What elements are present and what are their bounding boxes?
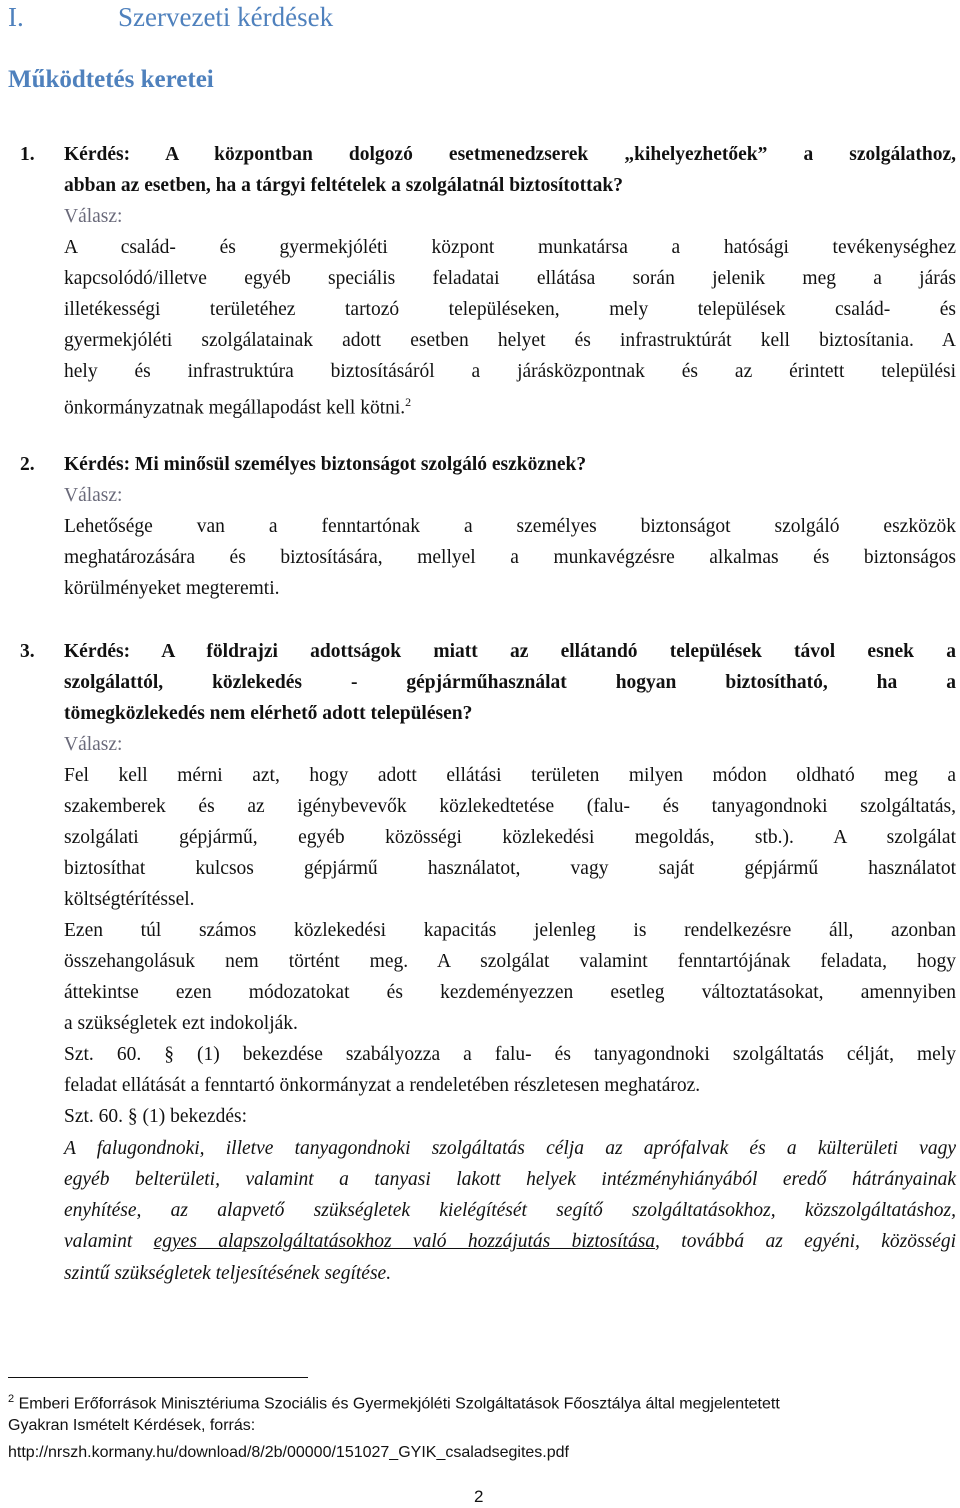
- quote-line-4-pre: valamint: [64, 1231, 154, 1252]
- page-number: 2: [474, 1487, 484, 1506]
- answer-2-label: Válasz:: [64, 485, 123, 506]
- question-2-line-1: Kérdés: Mi minősül személyes biztonságot szolgáló eszköznek?: [64, 454, 587, 475]
- answer-3-line-12: Szt. 60. § (1) bekezdés:: [64, 1106, 248, 1127]
- quote-line-5: szintű szükségletek teljesítésének segítése.: [64, 1263, 392, 1284]
- question-3-line-2: szolgálattól, közlekedés - gépjárműhasználat hogyan biztosítható, ha a: [64, 672, 956, 693]
- answer-3-line-10: Szt. 60. § (1) bekezdése szabályozza a falu- és tanyagondnoki szolgáltatás célját, mely: [64, 1044, 956, 1065]
- answer-3-line-2: szakemberek és az igénybevevők közlekedtetése (falu- és tanyagondnoki szolgáltatás,: [64, 796, 956, 817]
- answer-3-line-6: Ezen túl számos közlekedési kapacitás jelenleg is rendelkezésre áll, azonban: [64, 920, 956, 941]
- section-heading: [8, 2, 333, 33]
- answer-2-line-1: Lehetősége van a fenntartónak a személyes biztonságot szolgáló eszközök: [64, 516, 956, 537]
- answer-1-line-6: [64, 387, 411, 424]
- question-1-line-1: Kérdés: A központban dolgozó esetmenedzserek „kihelyezhetőek” a szolgálathoz,: [64, 144, 956, 165]
- answer-3-line-4: biztosíthat kulcsos gépjármű használatot, vagy saját gépjármű használatot: [64, 858, 956, 879]
- subsection-heading: Működtetés keretei: [8, 66, 214, 93]
- answer-1-line-5: hely és infrastruktúra biztosításáról a járásközpontnak és az érintett települési: [64, 361, 956, 382]
- answer-3-label: Válasz:: [64, 734, 123, 755]
- footnote-link[interactable]: http://nrszh.kormany.hu/download/8/2b/00000/151027_GYIK_csaladsegites.pdf: [8, 1444, 569, 1461]
- answer-1-line-1: A család- és gyermekjóléti központ munkatársa a hatósági tevékenységhez: [64, 237, 956, 258]
- quote-line-2: egyéb belterületi, valamint a tanyasi lakott helyek intézményhiányából eredő hátrányainak: [64, 1169, 956, 1190]
- answer-3-line-9: a szükségletek ezt indokolják.: [64, 1013, 298, 1034]
- section-title: Szervezeti kérdések: [118, 2, 334, 32]
- answer-1-label: Válasz:: [64, 206, 123, 227]
- answer-3-line-1: Fel kell mérni azt, hogy adott ellátási területen milyen módon oldható meg a: [64, 765, 956, 786]
- quote-underlined-phrase: egyes alapszolgáltatásokhoz való hozzájutás biztosítása: [153, 1231, 656, 1252]
- answer-2-line-2: meghatározására és biztosítására, mellyel a munkavégzésre alkalmas és biztonságos: [64, 547, 956, 568]
- answer-1-line-6-text: önkormányzatnak megállapodást kell kötni.: [64, 397, 406, 419]
- footnote-number: 2: [8, 1393, 15, 1405]
- question-1-number: 1.: [20, 144, 35, 165]
- footnote-reference[interactable]: 2: [405, 395, 412, 409]
- answer-3-line-7: összehangolásuk nem történt meg. A szolgálat valamint fenntartójának feladata, hogy: [64, 951, 956, 972]
- answer-3-line-8: áttekintse ezen módozatokat és kezdeményezzen esetleg változtatásokat, amennyiben: [64, 982, 956, 1003]
- footnote-separator: [8, 1377, 308, 1378]
- answer-1-line-4: gyermekjóléti szolgálatainak adott esetben helyet és infrastruktúrát kell biztosítania. A: [64, 330, 956, 351]
- quote-line-4: [64, 1226, 956, 1257]
- footnote-line-2: Gyakran Ismételt Kérdések, forrás:: [8, 1417, 256, 1434]
- answer-3-line-11: feladat ellátását a fenntartó önkormányzat a rendeletében részletesen meghatároz.: [64, 1075, 701, 1096]
- question-1-line-2: abban az esetben, ha a tárgyi feltételek a szolgálatnál biztosítottak?: [64, 175, 623, 196]
- quote-line-4-post: , továbbá az egyéni, közösségi: [655, 1231, 957, 1252]
- answer-1-line-3: illetékességi területéhez tartozó településeken, mely települések család- és: [64, 299, 956, 320]
- section-number: I.: [8, 2, 24, 32]
- answer-1-line-2: kapcsolódó/illetve egyéb speciális feladatai ellátása során jelenik meg a járás: [64, 268, 956, 289]
- answer-2-line-3: körülményeket megteremti.: [64, 578, 280, 599]
- question-3-line-3: tömegközlekedés nem elérhető adott településen?: [64, 703, 473, 724]
- question-3-number: 3.: [20, 641, 35, 662]
- footnote-text-1: Emberi Erőforrások Minisztériuma Szociális és Gyermekjóléti Szolgáltatások Főosztálya által megjelentetett: [18, 1395, 780, 1413]
- question-3-line-1: Kérdés: A földrajzi adottságok miatt az ellátandó települések távol esnek a: [64, 641, 956, 662]
- question-2-number: 2.: [20, 454, 35, 475]
- quote-line-1: A falugondnoki, illetve tanyagondnoki szolgáltatás célja az aprófalvak és a külterületi vagy: [64, 1138, 956, 1159]
- answer-3-line-5: költségtérítéssel.: [64, 889, 195, 910]
- quote-line-3: enyhítése, az alapvető szükségletek kielégítését segítő szolgáltatásokhoz, közszolgáltatáshoz,: [64, 1200, 956, 1221]
- answer-3-line-3: szolgálati gépjármű, egyéb közösségi közlekedési megoldás, stb.). A szolgálat: [64, 827, 956, 848]
